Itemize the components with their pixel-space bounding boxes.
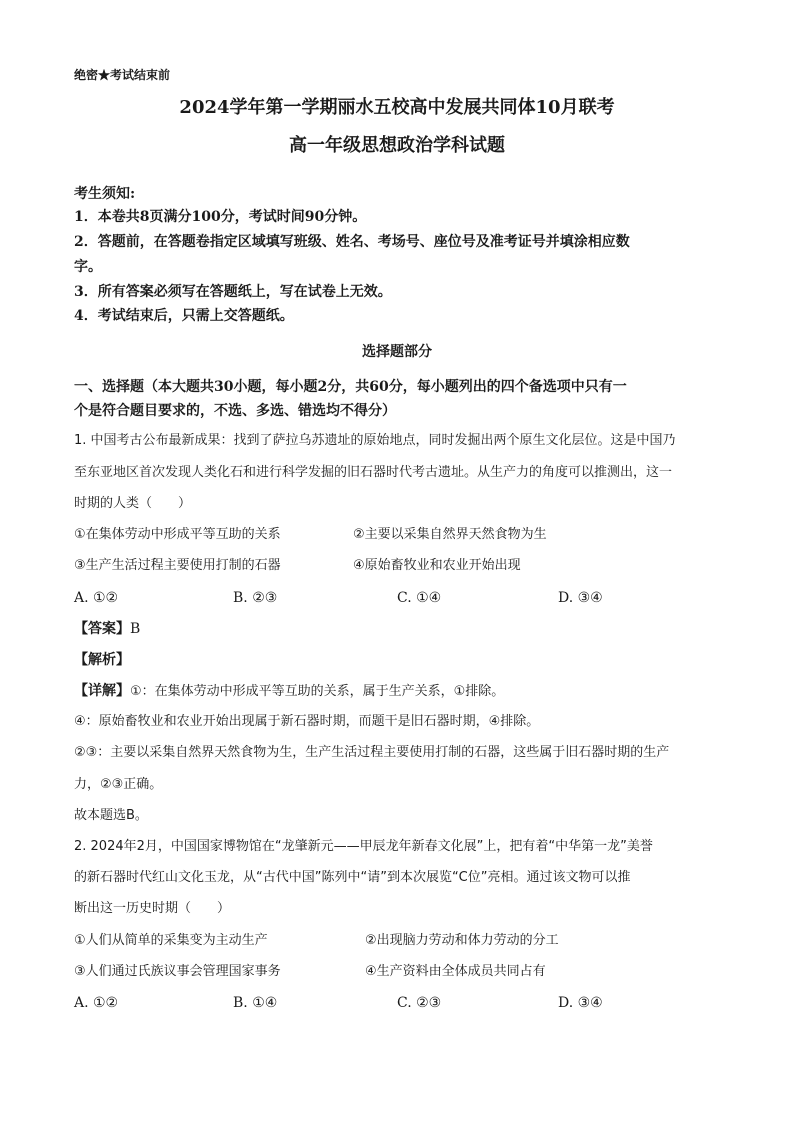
q1-choice-d: D. ③④ bbox=[558, 590, 603, 606]
q1-statement: ①在集体劳动中形成平等互助的关系 bbox=[74, 527, 281, 542]
q2-stem-line: 的新石器时代红山文化玉龙，从“古代中国”陈列中“请”到本次展览“C位”亮相。通过该文物可以推 bbox=[74, 870, 631, 885]
notice-item: 字。 bbox=[74, 259, 102, 275]
q2-choice-c: C. ②③ bbox=[397, 995, 442, 1011]
q1-statement: ③生产生活过程主要使用打制的石器 bbox=[74, 558, 281, 573]
notice-item: 1．本卷共8页满分100分，考试时间90分钟。 bbox=[74, 209, 367, 225]
q2-statement: ③人们通过氏族议事会管理国家事务 bbox=[74, 964, 281, 979]
section-title: 选择题部分 bbox=[362, 344, 432, 360]
q1-detail-line bbox=[74, 682, 504, 701]
q1-choice-a: A. ①② bbox=[74, 590, 119, 606]
notice-item: 4．考试结束后，只需上交答题纸。 bbox=[74, 308, 294, 324]
q2-statement: ①人们从简单的采集变为主动生产 bbox=[74, 933, 268, 948]
q1-choice-c: C. ①④ bbox=[397, 590, 442, 606]
exam-subtitle: 高一年级思想政治学科试题 bbox=[289, 135, 505, 156]
section-heading-line: 个是符合题目要求的，不选、多选、错选均不得分） bbox=[74, 403, 396, 419]
q1-choice-b: B. ②③ bbox=[233, 590, 278, 606]
detail-tag: 【详解】 bbox=[74, 683, 130, 699]
q2-choice-d: D. ③④ bbox=[558, 995, 603, 1011]
section-heading-line: 一、选择题（本大题共30小题，每小题2分，共60分，每小题列出的四个备选项中只有一 bbox=[74, 379, 627, 395]
q1-detail-line: 故本题选B。 bbox=[74, 808, 148, 823]
answer-value: B bbox=[130, 621, 141, 637]
q1-stem-line: 至东亚地区首次发现人类化石和进行科学发掘的旧石器时代考古遗址。从生产力的角度可以推测出，这一 bbox=[74, 465, 673, 480]
q1-stem-line: 时期的人类（ ） bbox=[74, 496, 192, 511]
q1-statement: ②主要以采集自然界天然食物为生 bbox=[353, 527, 547, 542]
exam-title: 2024学年第一学期丽水五校高中发展共同体10月联考 bbox=[179, 97, 615, 118]
answer-tag: 【答案】 bbox=[74, 621, 130, 637]
q1-detail-line: ④：原始畜牧业和农业开始出现属于新石器时期，而题干是旧石器时期，④排除。 bbox=[74, 714, 540, 729]
q2-stem-line: 断出这一历史时期（ ） bbox=[74, 901, 231, 916]
q1-detail-line: ②③：主要以采集自然界天然食物为生，生产生活过程主要使用打制的石器，这些属于旧石器时期的生产 bbox=[74, 745, 670, 760]
q1-answer bbox=[74, 620, 140, 638]
notice-item: 2．答题前，在答题卷指定区域填写班级、姓名、考场号、座位号及准考证号并填涂相应数 bbox=[74, 234, 630, 250]
detail-text: ①：在集体劳动中形成平等互助的关系，属于生产关系，①排除。 bbox=[130, 684, 505, 699]
analysis-tag: 【解析】 bbox=[74, 652, 130, 668]
notice-heading: 考生须知: bbox=[74, 186, 136, 202]
q1-statement: ④原始畜牧业和农业开始出现 bbox=[353, 558, 521, 573]
confidential-label: 绝密★考试结束前 bbox=[74, 68, 171, 82]
q1-stem-line: 1. 中国考古公布最新成果：找到了萨拉乌苏遗址的原始地点，同时发掘出两个原生文化层位。这是中国乃 bbox=[74, 433, 676, 448]
q2-stem-line: 2. 2024年2月，中国国家博物馆在“龙肇新元——甲辰龙年新春文化展”上，把有着“中华第一龙”美誉 bbox=[74, 839, 653, 854]
notice-item: 3．所有答案必须写在答题纸上，写在试卷上无效。 bbox=[74, 284, 392, 300]
q2-statement: ④生产资料由全体成员共同占有 bbox=[365, 964, 546, 979]
q1-detail-line: 力，②③正确。 bbox=[74, 777, 163, 792]
q2-statement: ②出现脑力劳动和体力劳动的分工 bbox=[365, 933, 559, 948]
q2-choice-a: A. ①② bbox=[74, 995, 119, 1011]
q2-choice-b: B. ①④ bbox=[233, 995, 278, 1011]
